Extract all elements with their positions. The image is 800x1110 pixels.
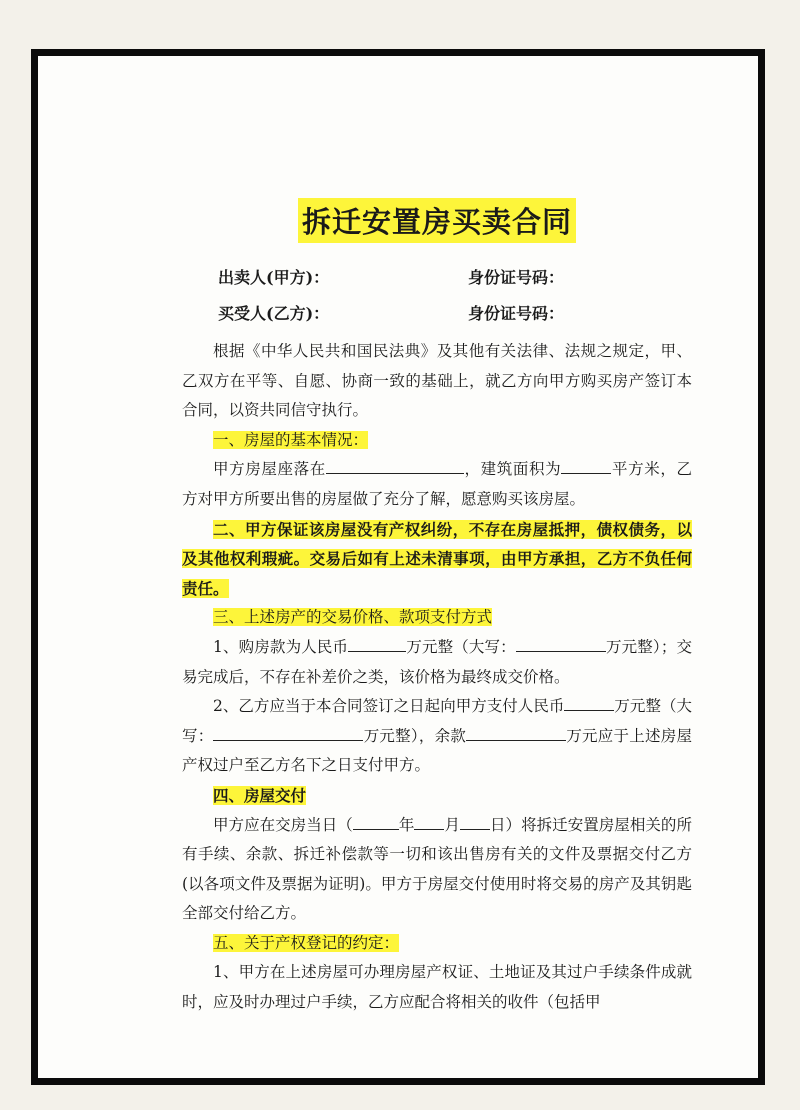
section-5-heading-line bbox=[182, 929, 692, 959]
s4-text-month: 月 bbox=[444, 815, 460, 834]
price-words-blank bbox=[516, 636, 606, 652]
section-1-paragraph bbox=[182, 455, 692, 514]
year-blank bbox=[353, 814, 399, 830]
seller-label: 出卖人(甲方)： bbox=[218, 268, 330, 287]
s4-text-a: 甲方应在交房当日（ bbox=[213, 815, 353, 834]
section-1-text-a: 甲方房屋座落在 bbox=[213, 460, 326, 479]
payment-words-blank bbox=[213, 725, 363, 741]
section-1-heading: 一、房屋的基本情况： bbox=[213, 430, 369, 449]
section-2-paragraph bbox=[182, 515, 692, 604]
s3-item2-text-a: 2、乙方应当于本合同签订之日起向甲方支付人民币 bbox=[213, 697, 565, 716]
s3-item2-text-b: 万元整（大写： bbox=[182, 697, 692, 745]
section-2-text: 二、甲方保证该房屋没有产权纠纷，不存在房屋抵押，债权债务，以及其他权利瑕疵。交易后如有上述未清事项，由甲方承担，乙方不负任何责任。 bbox=[182, 519, 692, 598]
section-3-item-2 bbox=[182, 692, 692, 781]
section-4-heading: 四、房屋交付 bbox=[213, 785, 307, 805]
s3-item2-text-d: 万元应于上述房屋产权过户至乙方名下之日支付甲方。 bbox=[182, 726, 692, 775]
s3-item2-text-c: 万元整），余款 bbox=[363, 726, 467, 745]
section-3-heading: 三、上述房产的交易价格、款项支付方式 bbox=[213, 608, 493, 627]
section-5-item-1: 1、甲方在上述房屋可办理房屋产权证、土地证及其过户手续条件成就时，应及时办理过户手续，乙方应配合将相关的收件（包括甲 bbox=[182, 963, 692, 1012]
s3-item1-text-b: 万元整（大写： bbox=[406, 637, 516, 656]
section-1-text-d: 乙方对甲方所要出售的房屋做了充分了解，愿意购买该房屋。 bbox=[182, 460, 692, 508]
payment-blank bbox=[564, 695, 614, 711]
intro-paragraph: 根据《中华人民共和国民法典》及其他有关法律、法规之规定，甲、乙双方在平等、自愿、协商一致的基础上，就乙方向甲方购买房产签订本合同，以资共同信守执行。 bbox=[182, 342, 692, 420]
seller-row bbox=[182, 265, 692, 301]
section-4-heading-line bbox=[182, 781, 692, 811]
section-3-heading-line bbox=[182, 603, 692, 633]
balance-blank bbox=[466, 725, 566, 741]
s3-item1-text-a: 1、购房款为人民币 bbox=[213, 637, 349, 656]
area-blank bbox=[561, 458, 611, 474]
buyer-row bbox=[182, 301, 692, 337]
buyer-id-label: 身份证号码： bbox=[468, 304, 565, 323]
location-blank bbox=[326, 458, 464, 474]
section-5-heading: 五、关于产权登记的约定： bbox=[213, 933, 400, 952]
section-1-text-b: ，建筑面积为 bbox=[463, 460, 562, 479]
seller-id-label: 身份证号码： bbox=[468, 268, 565, 287]
section-1-text-c: 平方米， bbox=[611, 460, 677, 479]
s3-item1-text-d: 交易完成后，不存在补差价之类，该价格为最终成交价格。 bbox=[182, 637, 692, 686]
day-blank bbox=[460, 814, 490, 830]
section-3-item-1 bbox=[182, 633, 692, 692]
section-4-paragraph bbox=[182, 811, 692, 929]
contract-title: 拆迁安置房买卖合同 bbox=[298, 198, 576, 243]
contract-body bbox=[182, 198, 692, 1018]
s4-text-d: 日）将拆迁安置房屋相关的所有手续、余款、拆迁补偿款等一切和该出售房有关的文件及票据交付乙方(以各项文件及票据为证明)。甲方于房屋交付使用时将交易的房产及其钥匙全部交付给乙方。 bbox=[182, 815, 692, 923]
buyer-label: 买受人(乙方)： bbox=[218, 304, 330, 323]
s4-text-year: 年 bbox=[398, 815, 415, 834]
s3-item1-text-c: 万元整）； bbox=[605, 637, 677, 656]
contract-page bbox=[31, 49, 765, 1085]
section-1-heading-line bbox=[182, 426, 692, 456]
price-blank bbox=[348, 636, 406, 652]
month-blank bbox=[414, 814, 444, 830]
